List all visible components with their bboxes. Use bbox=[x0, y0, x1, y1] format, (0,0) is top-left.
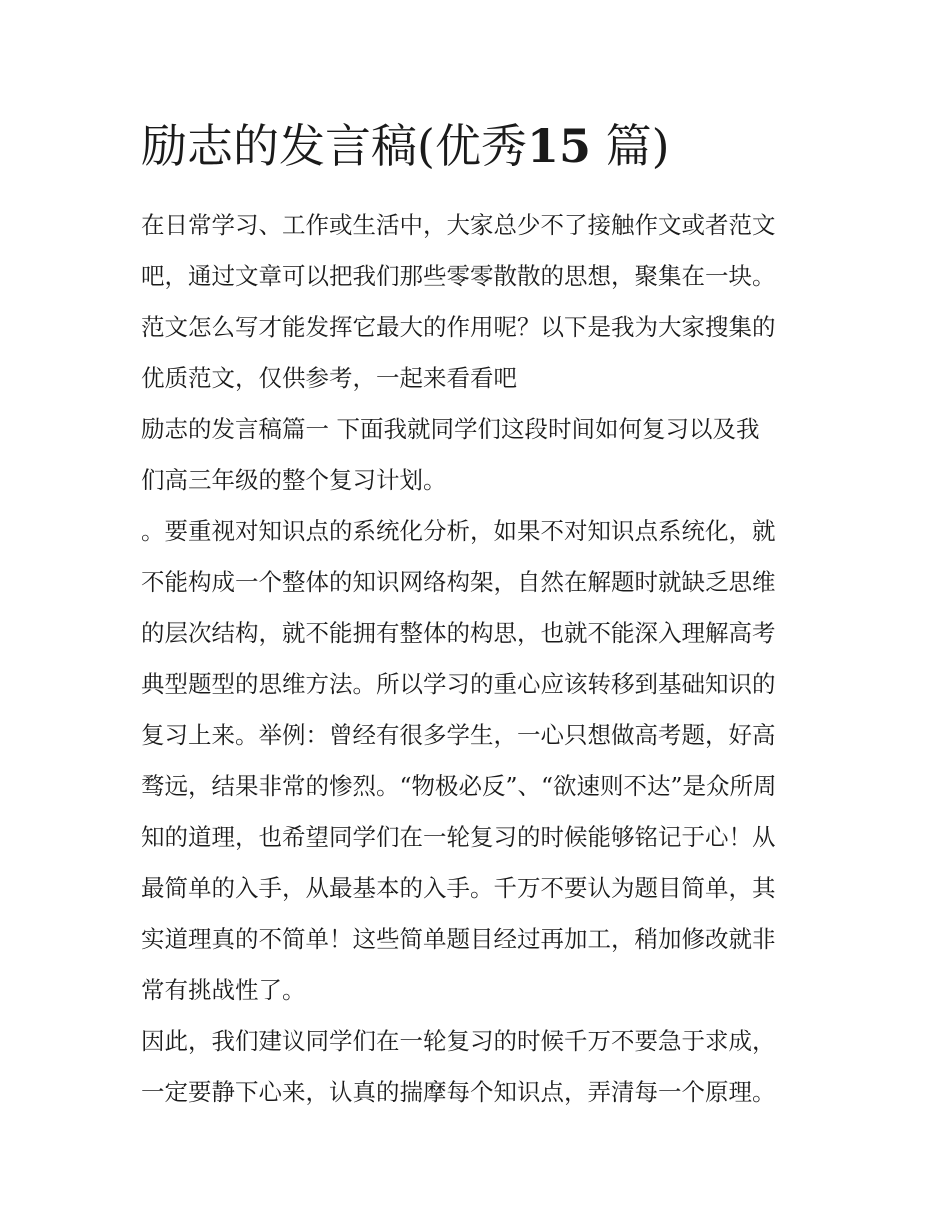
text-line: 因此，我们建议同学们在一轮复习的时候千万不要急于求成， bbox=[141, 1027, 776, 1055]
text-line: 在日常学习、工作或生活中，大家总少不了接触作文或者范文 bbox=[141, 211, 776, 239]
text-line: 骛远，结果非常的惨烈。“物极必反”、“欲速则不达”是众所周 bbox=[141, 772, 777, 800]
text-line: 的层次结构，就不能拥有整体的构思，也就不能深入理解高考 bbox=[141, 619, 776, 647]
text-line: 范文怎么写才能发挥它最大的作用呢？以下是我为大家搜集的 bbox=[141, 313, 776, 341]
paragraph-section-one bbox=[141, 404, 813, 506]
document-title bbox=[141, 112, 813, 180]
paragraph-body bbox=[141, 506, 813, 1016]
text-line: 典型题型的思维方法。所以学习的重心应该转移到基础知识的 bbox=[141, 670, 776, 698]
paragraph-intro bbox=[141, 200, 813, 404]
title-main: 励志的发言稿(优秀 bbox=[141, 119, 527, 173]
title-end: 篇) bbox=[605, 119, 670, 173]
text-line: 励志的发言稿篇一 下面我就同学们这段时间如何复习以及我 bbox=[141, 415, 760, 443]
text-line: 最简单的入手，从最基本的入手。千万不要认为题目简单，其 bbox=[141, 874, 776, 902]
text-line: 不能构成一个整体的知识网络构架，自然在解题时就缺乏思维 bbox=[141, 568, 776, 596]
text-line: 们高三年级的整个复习计划。 bbox=[141, 466, 447, 494]
paragraph-conclusion bbox=[141, 1016, 813, 1118]
title-number: 15 bbox=[526, 119, 591, 173]
text-line: 。要重视对知识点的系统化分析，如果不对知识点系统化，就 bbox=[141, 517, 776, 545]
text-line: 知的道理，也希望同学们在一轮复习的时候能够铭记于心！从 bbox=[141, 823, 776, 851]
text-line: 吧，通过文章可以把我们那些零零散散的思想，聚集在一块。 bbox=[141, 262, 776, 290]
document-page bbox=[141, 112, 813, 1118]
text-line: 优质范文，仅供参考，一起来看看吧 bbox=[141, 364, 517, 392]
text-line: 实道理真的不简单！这些简单题目经过再加工，稍加修改就非 bbox=[141, 925, 776, 953]
text-line: 复习上来。举例：曾经有很多学生，一心只想做高考题，好高 bbox=[141, 721, 776, 749]
text-line: 常有挑战性了。 bbox=[141, 976, 306, 1004]
text-line: 一定要静下心来，认真的揣摩每个知识点，弄清每一个原理。 bbox=[141, 1078, 776, 1106]
